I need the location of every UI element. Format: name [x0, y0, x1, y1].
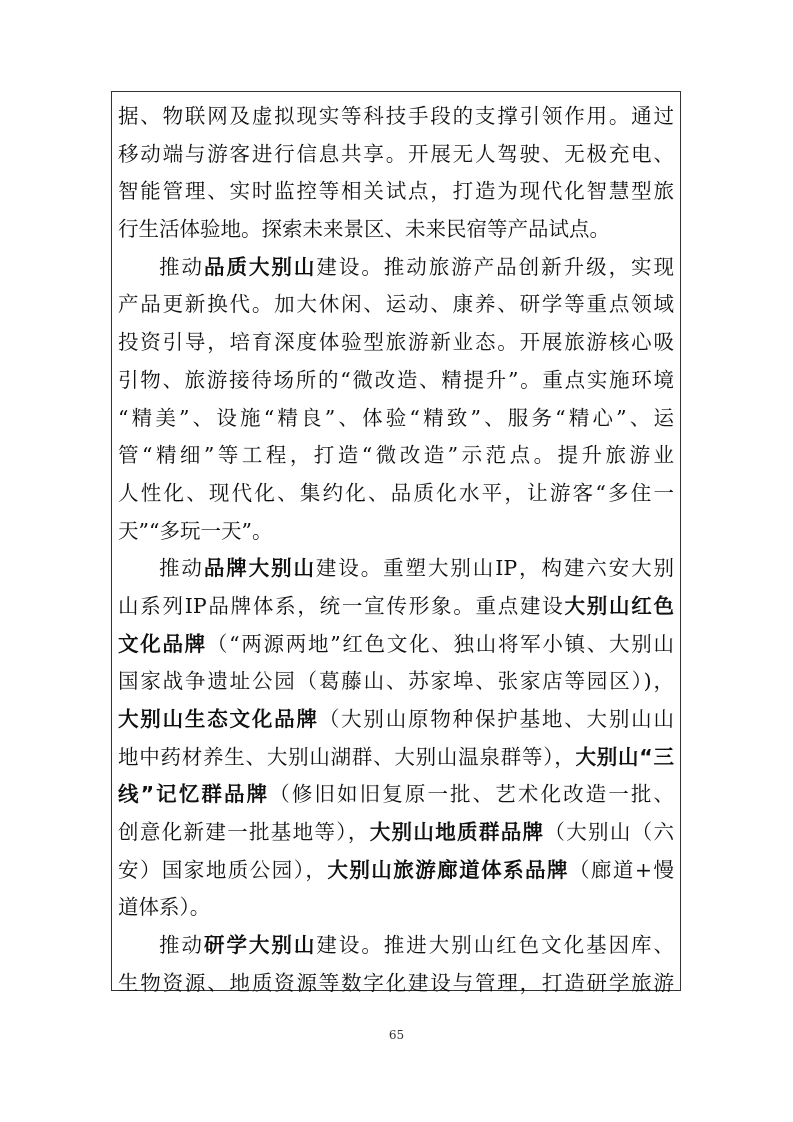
text-line: 天”“多玩一天”。	[118, 518, 273, 543]
text-line: 国家战争遗址公园（葛藤山、苏家埠、张家店等园区）)，	[118, 669, 674, 694]
page-number: 65	[388, 1028, 405, 1042]
text-line: 移动端与游客进行信息共享。开展无人驾驶、无极充电、	[118, 141, 674, 166]
text-line: 地中药材养生、大别山湖群、大别山温泉群等），大别山“三	[118, 744, 674, 769]
text-line: 产品更新换代。加大休闲、运动、康养、研学等重点领域	[118, 292, 674, 317]
text-frame	[111, 91, 681, 995]
text-line: 投资引导，培育深度体验型旅游新业态。开展旅游核心吸	[118, 330, 674, 355]
text-line: “精美”、设施“精良”、体验“精致”、服务“精心”、运	[118, 405, 674, 430]
text-line: 行生活体验地。探索未来景区、未来民宿等产品试点。	[118, 217, 610, 242]
text-line: 生物资源、地质资源等数字化建设与管理，打造研学旅游	[118, 970, 674, 995]
text-line: 推动品牌大别山建设。重塑大别山IP，构建六安大别	[159, 556, 674, 581]
text-line: 线”记忆群品牌（修旧如旧复原一批、艺术化改造一批、	[118, 782, 674, 807]
text-line: 引物、旅游接待场所的“微改造、精提升”。重点实施环境	[118, 367, 674, 392]
text-line: 管“精细”等工程，打造“微改造”示范点。提升旅游业	[118, 443, 674, 468]
text-line: 安）国家地质公园），大别山旅游廊道体系品牌（廊道+慢	[118, 857, 674, 882]
text-line: 文化品牌（“两源两地”红色文化、独山将军小镇、大别山	[118, 631, 674, 656]
body-text	[112, 92, 680, 1003]
text-line: 大别山生态文化品牌（大别山原物种保护基地、大别山山	[118, 707, 674, 731]
text-line: 道体系）。	[118, 895, 211, 920]
text-line: 智能管理、实时监控等相关试点，打造为现代化智慧型旅	[118, 179, 674, 204]
text-line: 创意化新建一批基地等），大别山地质群品牌（大别山（六	[118, 820, 674, 845]
text-line: 推动品质大别山建设。推动旅游产品创新升级，实现	[159, 254, 674, 279]
text-line: 推动研学大别山建设。推进大别山红色文化基因库、	[159, 933, 674, 958]
text-line: 据、物联网及虚拟现实等科技手段的支撑引领作用。通过	[118, 104, 674, 128]
text-line: 人性化、现代化、集约化、品质化水平，让游客“多住一	[118, 480, 674, 505]
text-line: 山系列IP品牌体系，统一宣传形象。重点建设大别山红色	[118, 593, 674, 618]
